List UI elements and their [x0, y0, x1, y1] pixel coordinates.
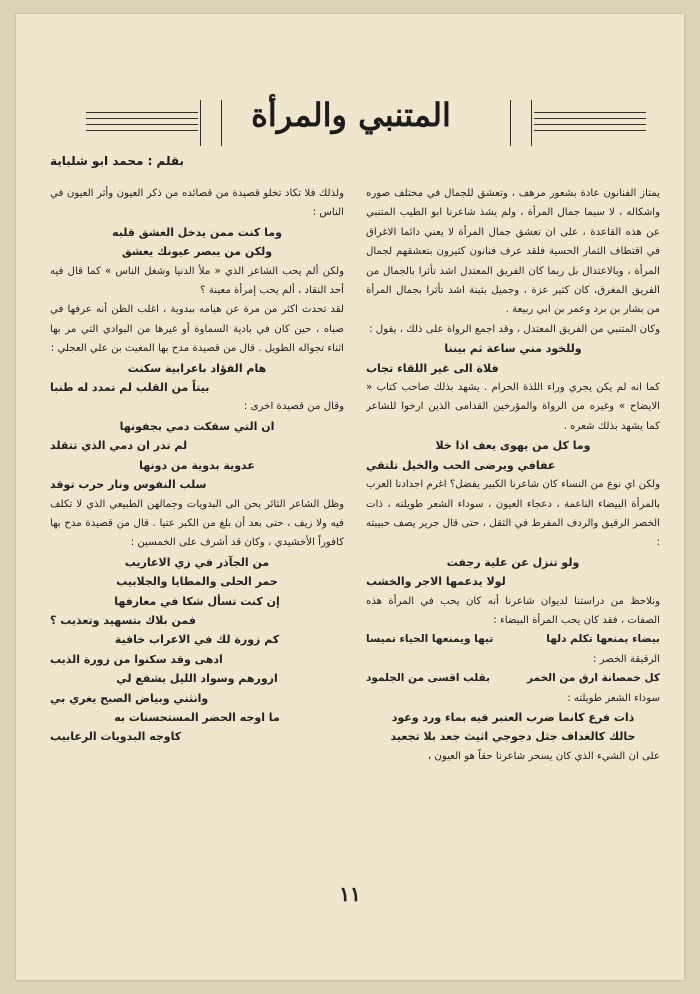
verse-line: لولا يدعمها الاجر والخشب — [366, 575, 506, 589]
verse-line: ادهى وقد سكنوا من زورة الذيب — [50, 652, 223, 666]
verse-line — [366, 669, 660, 688]
verse-line — [366, 630, 660, 649]
verse-line: فلاة الى غير اللقاء تجاب — [366, 361, 499, 375]
header-rule-left — [86, 112, 198, 138]
verse-line: كاوجه البدويات الرعابيب — [50, 730, 182, 744]
page — [16, 14, 684, 980]
body-paragraph: سوداء الشعر طويلته : — [567, 692, 660, 704]
verse-line: ما اوجه الحضر المستحسنات به — [114, 710, 280, 724]
body-paragraph: ونلاحظ من دراستنا لديوان شاعرنا أنه كان يحب في المرأة هذه الصفات ، فقد كان يحب المرأة البيضاء : — [366, 595, 660, 626]
right-column — [366, 184, 660, 874]
author-byline: بقلم : محمد ابو شلباية — [49, 154, 184, 168]
verse-line: ان التي سفكت دمي بجفونها — [119, 419, 275, 433]
verse-line: هام الفؤاد باعرابية سكنت — [127, 361, 267, 375]
verse-line: سلب النفوس ونار حرب توقد — [50, 478, 207, 492]
body-paragraph: لقد تحدث اكثر من مرة عن هيامه ببدوية ، اغلب الظن أنه عرفها في صباه ، حين كان في بادية السماوة أو غيرها من البوادي التي مر بها اثناء تجواله الطويل . قال من قصيدة مدح بها المغيث بن علي العجلي : — [50, 304, 344, 355]
verse-line: ولو تنزل عن علية رجفت — [446, 555, 580, 569]
verse-line: بيتاً من القلب لم تمدد له طنبا — [50, 381, 210, 395]
body-paragraph: وقال من قصيدة اخرى : — [243, 401, 344, 413]
verse-line: كم زورة لك في الاعراب خافية — [114, 633, 280, 647]
body-paragraph: ولكن ألم يحب الشاعر الذي « ملأ الدنيا وشغل الناس » كما قال فيه أحد النقاد ، ألم يحب إمرأة معينة ؟ — [50, 265, 344, 297]
verse-line: وانثني وبياض الصبح يغري بي — [50, 691, 209, 705]
body-paragraph: وظل الشاعر الثائر يحن الى البدويات وجمالهن الطبيعي الذي لا تكلف فيه ولا زيف ، حتى بعد أن بلغ من الكبر عتيا . قال من قصيدة مدح بها كافوراً الأخشيدي ، وكان قد أشرف على الخمسين : — [50, 498, 344, 549]
page-number: ١١ — [339, 882, 361, 906]
body-paragraph: وكان المتنبي من الفريق المعتدل ، وقد اجمع الرواة على ذلك ، يقول : — [369, 323, 660, 335]
article-title: المتنبي والمرأة — [251, 96, 451, 134]
verse-line: عفافي ويرضى الحب والخيل تلتقي — [366, 458, 556, 472]
verse-line: ذات فرع كانما ضرب العنبر فيه بماء ورد وعود — [391, 710, 635, 724]
verse-line: وما كل من يهوى يعف اذا خلا — [435, 439, 591, 453]
body-paragraph: ولذلك فلا تكاد تخلو قصيدة من قصائده من ذكر العيون وأثر العيون في الناس : — [50, 188, 344, 219]
verse-line: ازورهم وسواد الليل يشفع لي — [116, 672, 278, 686]
verse-line: إن كنت تسأل شكا في معارفها — [114, 594, 280, 608]
body-paragraph: الرقيقة الخصر : — [593, 653, 660, 665]
verse-line: لم تدر ان دمي الذي تتقلد — [50, 439, 188, 453]
title-header — [16, 94, 684, 154]
verse-hemistich: بيضاء يمنعها تكلم دلها — [546, 633, 660, 646]
body-paragraph: يمتاز الفنانون عادة بشعور مرهف ، وتعشق للجمال في مختلف صوره واشكاله ، لا سيما جمال المرأة ، ولم يشذ شاعرنا ابو الطيب المتنبي عن هذه القاعدة ، على ان تعشق جمال المرأة لا يعني دائما الاغراق في اقتطاف الثمار الحسية فلقد عرف فنانون كثيرون بتعشقهم لجمال المرأة ، وبالاعتدال بل ربما كان الفريق المعتدل اشد تأثرا بالجمال من الفريق المغرق، كان كثير عزة ، وجميل بثينة اشد تأثرا بجمال المرأة من بشار بن برد وعمر بن ابي ربيعة . — [366, 188, 660, 316]
verse-line: فمن بلاك بتسهيد وتعذيب ؟ — [50, 613, 196, 627]
verse-line: ولكن من يبصر عيونك يعشق — [121, 245, 273, 259]
body-paragraph: على ان الشيء الذي كان يسحر شاعرنا حقاً هو العيون ، — [427, 750, 660, 762]
verse-line: عدوية بدوية من دونها — [139, 458, 255, 472]
verse-line: من الجآذر في زي الاعاريب — [124, 555, 270, 569]
header-bars-left — [200, 100, 222, 146]
verse-line: حمر الحلى والمطايا والجلابيب — [116, 575, 278, 589]
body-paragraph: ولكن اي نوع من النساء كان شاعرنا الكبير يفضل؟ اغرم اجدادنا العرب بالمرأة البيضاء الناعمة ، دعجاء العيون ، سوداء الشعر طويلته ، ذات الخصر الرقيق والردف المفرط في الثقل ، حتى قال جرير يصف حبيبته : — [366, 479, 660, 549]
header-bars-right — [510, 100, 532, 146]
verse-hemistich: تيها ويمنعها الحياء تميسا — [366, 633, 494, 646]
verse-line: وللخود مني ساعة ثم بيننا — [444, 342, 582, 356]
left-column — [50, 184, 344, 874]
verse-hemistich: بقلب اقسى من الجلمود — [366, 672, 491, 685]
body-paragraph: كما انه لم يكن يجري وراء اللذة الحرام . يشهد بذلك صاحب كتاب « الايضاح » وغيره من الرواة والمؤرخين القدامى الذين ارخوا للشاعر كما يشهد بذلك شعره . — [366, 382, 660, 432]
verse-line: حالك كالغداف جثل دجوجي اثيث جعد بلا تجعيد — [390, 730, 636, 744]
verse-line: وما كنت ممن يدخل العشق قلبه — [112, 225, 282, 239]
header-rule-right — [534, 112, 646, 138]
verse-hemistich: كل خمصانة ارق من الخمر — [527, 672, 660, 685]
